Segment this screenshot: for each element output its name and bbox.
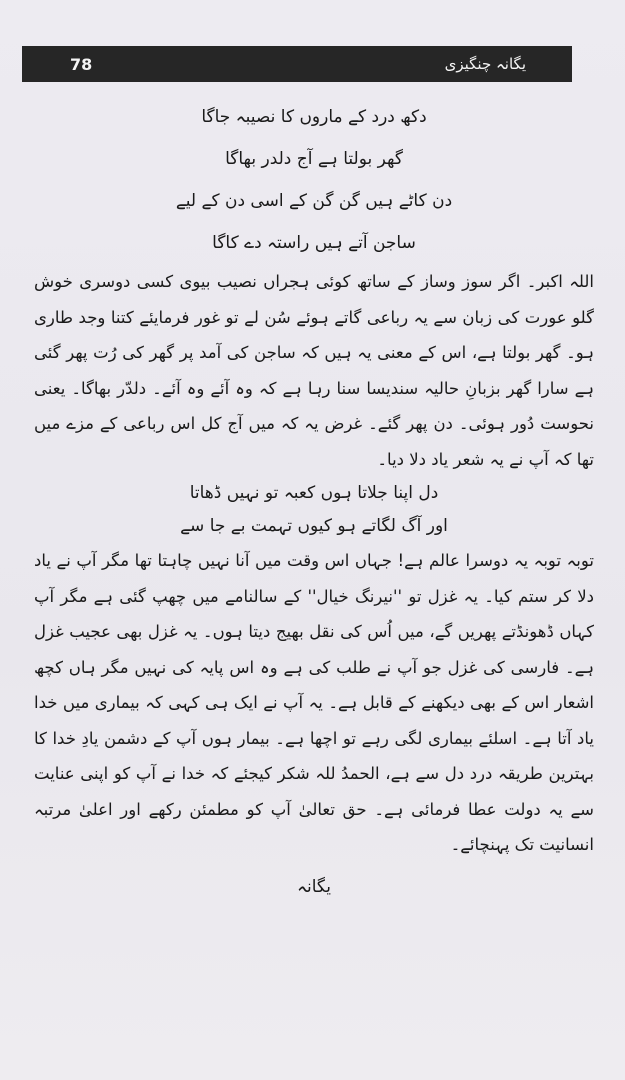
- signature: یگانہ: [297, 876, 331, 897]
- verse-line: دن کاٹے ہیں گن گن کے اسی دن کے لیے: [175, 191, 453, 211]
- paragraph: توبہ توبہ یہ دوسرا عالم ہے! جہاں اس وقت میں آنا نہیں چاہتا تھا مگر آپ نے یاد دلا کر ستم کیا۔ یہ غزل تو ''نیرنگ خیال'' کے سالنامے میں چھپ گئی ہے مگر آپ کہاں ڈھونڈتے پھریں گے، میں اُس کی نقل بھیج دیتا ہوں۔ یہ غزل بھی عجیب غزل ہے۔ فارسی کی غزل جو آپ نے طلب کی ہے وہ اس پایہ کی نہیں مگر ہاں کچھ اشعار اس کے بھی دیکھنے کے قابل ہے۔ یہ آپ نے ایک ہی کہی کہ بیماری میں خدا یاد آتا ہے۔ اسلئے بیماری لگی رہے تو اچھا ہے۔ بیمار ہوں آپ کے دشمن یادِ خدا کا بہترین طریقہ درد دل سے ہے، الحمدُ للہ شکر کیجئے کہ خدا نے آپ کو اپنی عنایت سے یہ دولت عطا فرمائی ہے۔ حق تعالیٰ آپ کو مطمئن رکھے اور اعلیٰ مرتبہ انسانیت تک پہنچائے۔: [34, 551, 594, 854]
- couplet: [34, 477, 594, 543]
- page-number: 78: [70, 54, 93, 74]
- running-title: یگانہ چنگیزی: [444, 55, 526, 73]
- verse-line: ساجن آتے ہیں راستہ دے کاگا: [212, 233, 416, 253]
- couplet-line: دل اپنا جلاتا ہوں کعبہ تو نہیں ڈھاتا: [189, 483, 439, 503]
- page-body: [34, 96, 594, 907]
- paragraph: اللہ اکبر۔ اگر سوز وساز کے ساتھ کوئی ہجراں نصیب بیوی کسی دوسری خوش گلو عورت کی زبان سے یہ رباعی گاتے ہوئے سُن لے تو غور فرمایئے کتنا وجد طاری ہو۔ گھر بولتا ہے، اس کے معنی یہ ہیں کہ ساجن کی آمد پر گھر کی رُت پھر گئی ہے سارا گھر بزبانِ حالیہ سندیسا سنا رہا ہے کہ وہ آئے وہ آئے۔ دلدّر بھاگا۔ یعنی نحوست دُور ہوئی۔ دن پھر گئے۔ غرض یہ کہ میں آج کل اس رباعی کے مزے میں تھا کہ آپ نے یہ شعر یاد دلا دیا۔: [34, 272, 594, 469]
- rubai: [34, 96, 594, 264]
- running-header: [22, 46, 572, 82]
- verse-line: گھر بولتا ہے آج دلدر بھاگا: [225, 149, 403, 169]
- verse-line: دکھ درد کے ماروں کا نصیبہ جاگا: [201, 107, 427, 127]
- couplet-line: اور آگ لگاتے ہو کیوں تہمت بے جا سے: [180, 516, 448, 536]
